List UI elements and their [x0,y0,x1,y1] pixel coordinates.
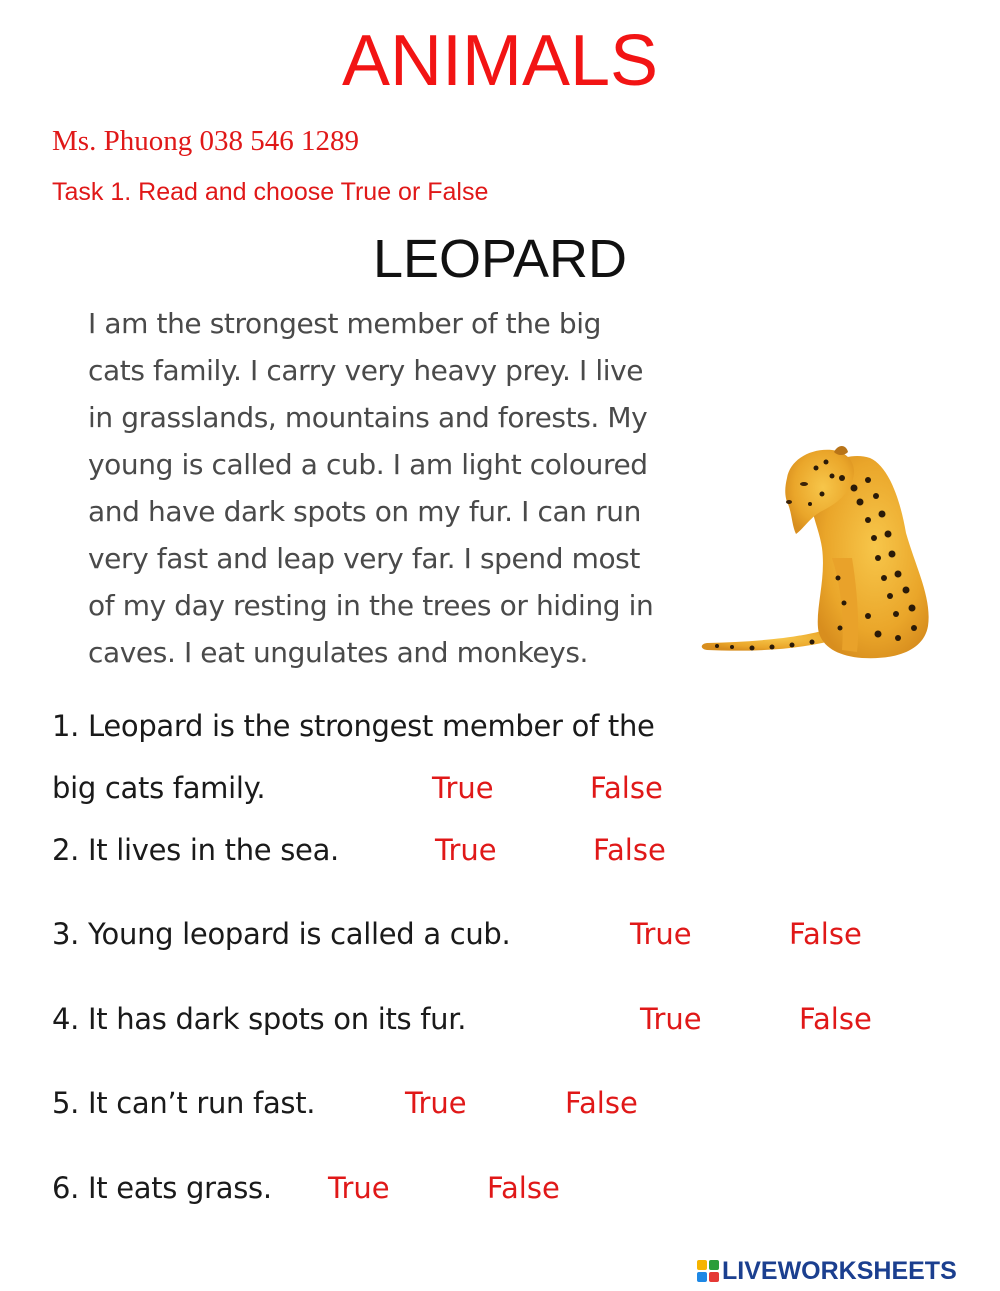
question-5-true-option[interactable]: True [405,1086,467,1120]
question-5-false-option[interactable]: False [565,1086,638,1120]
question-1-true-option[interactable]: True [432,771,494,805]
question-1-text-continued: big cats family. [52,771,266,805]
passage-line: and have dark spots on my fur. I can run [88,495,641,528]
reading-heading: LEOPARD [372,229,628,289]
question-6-false-option[interactable]: False [487,1171,560,1205]
passage-line: of my day resting in the trees or hiding in [88,589,654,622]
question-5-text: 5. It can’t run fast. [52,1086,316,1120]
page-title: ANIMALS [341,21,659,101]
liveworksheets-logo [697,1257,957,1285]
question-3-false-option[interactable]: False [789,917,862,951]
question-2-false-option[interactable]: False [593,833,666,867]
task-instruction: Task 1. Read and choose True or False [52,178,489,206]
question-2-text: 2. It lives in the sea. [52,833,339,867]
passage-line: I am the strongest member of the big [88,307,602,340]
question-6-true-option[interactable]: True [328,1171,390,1205]
question-4-false-option[interactable]: False [799,1002,872,1036]
passage-line: very fast and leap very far. I spend most [88,542,640,575]
question-1-false-option[interactable]: False [590,771,663,805]
question-3-text: 3. Young leopard is called a cub. [52,917,511,951]
question-4-true-option[interactable]: True [640,1002,702,1036]
question-2-true-option[interactable]: True [435,833,497,867]
question-6-text: 6. It eats grass. [52,1171,272,1205]
question-4-text: 4. It has dark spots on its fur. [52,1002,467,1036]
passage-line: in grasslands, mountains and forests. My [88,401,648,434]
question-1-text: 1. Leopard is the strongest member of the [52,709,655,743]
reading-passage [88,300,788,676]
passage-line: caves. I eat ungulates and monkeys. [88,636,589,669]
author-line: Ms. Phuong 038 546 1289 [52,125,359,157]
passage-line: cats family. I carry very heavy prey. I live [88,354,644,387]
question-3-true-option[interactable]: True [630,917,692,951]
liveworksheets-logo-icon [697,1260,719,1282]
passage-line: young is called a cub. I am light coloured [88,448,648,481]
liveworksheets-logo-text: LIVEWORKSHEETS [722,1257,957,1285]
leopard-illustration-icon [692,438,942,668]
